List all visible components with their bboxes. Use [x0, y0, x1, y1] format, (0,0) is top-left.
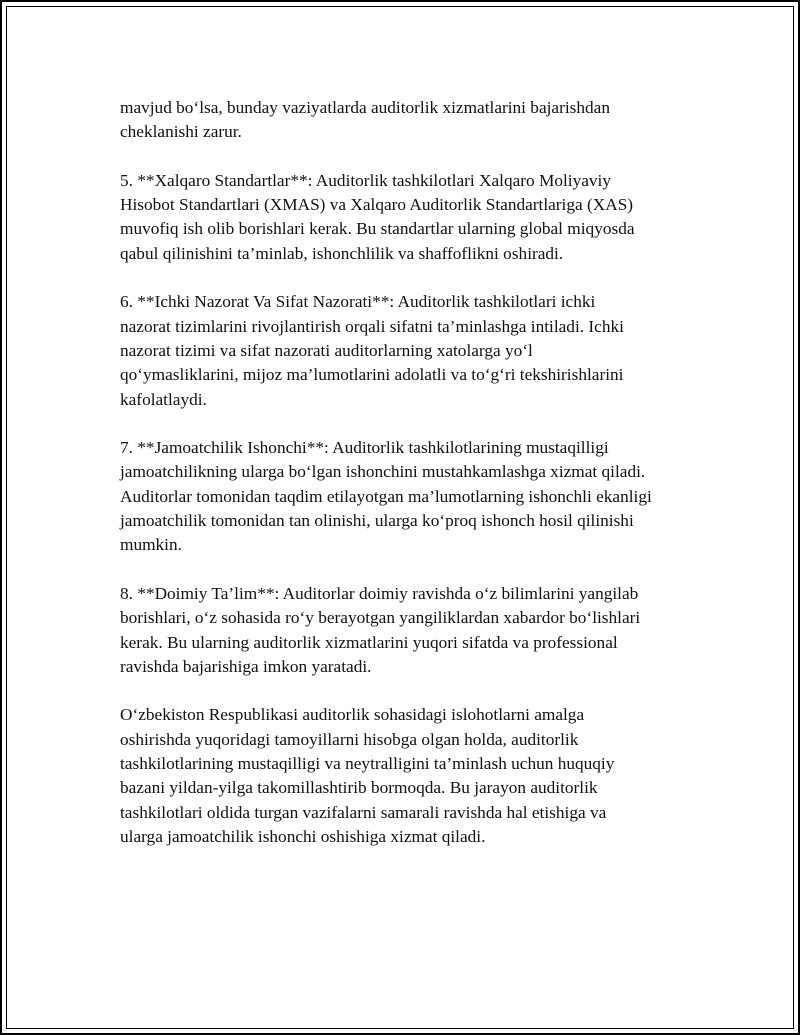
paragraph-conclusion: O‘zbekiston Respublikasi auditorlik sohasidagi islohotlarni amalga oshirishda yuqoridagi tamoyillarni hisobga olgan holda, auditorlik tashkilotlarining mustaqilligi va neytralligini ta’minlash uchun huquqiy bazani yildan-yilga takomillashtirib bormoqda. Bu jarayon auditorlik tashkilotlari oldida turgan vazifalarni samarali ravishda hal etishiga va ularga jamoatchilik ishonchi oshishiga xizmat qiladi.: [120, 705, 615, 846]
document-body: [120, 96, 700, 874]
paragraph-continuous-education: 8. **Doimiy Ta’lim**: Auditorlar doimiy ravishda o‘z bilimlarini yangilab borishlari, o‘z sohasida ro‘y berayotgan yangiliklardan xabardor bo‘lishlari kerak. Bu ularning auditorlik xizmatlarini yuqori sifatda va professional ravishda bajarishiga imkon yaratadi.: [120, 583, 641, 676]
paragraph-public-trust: 7. **Jamoatchilik Ishonchi**: Auditorlik tashkilotlarining mustaqilligi jamoatchilikning ularga bo‘lgan ishonchini mustahkamlashga xizmat qiladi. Auditorlar tomonidan taqdim etilayotgan ma’lumotlarning ishonchli ekanligi jamoatchilik tomonidan tan olinishi, ularga ko‘proq ishonch hosil qilinishi mumkin.: [120, 438, 652, 555]
paragraph-internal-control: 6. **Ichki Nazorat Va Sifat Nazorati**: Auditorlik tashkilotlari ichki nazorat tizimlarini rivojlantirish orqali sifatni ta’minlashga intiladi. Ichki nazorat tizimi va sifat nazorati auditorlarning xatolarga yo‘l qo‘ymasliklarini, mijoz ma’lumotlarini adolatli va to‘g‘ri tekshirishlarini kafolatlaydi.: [120, 292, 624, 409]
paragraph-international-standards: 5. **Xalqaro Standartlar**: Auditorlik tashkilotlari Xalqaro Moliyaviy Hisobot Standartlari (XMAS) va Xalqaro Auditorlik Standartlariga (XAS) muvofiq ish olib borishlari kerak. Bu standartlar ularning global miqyosda qabul qilinishini ta’minlab, ishonchlilik va shaffoflikni oshiradi.: [120, 170, 635, 263]
paragraph-continuation: mavjud bo‘lsa, bunday vaziyatlarda auditorlik xizmatlarini bajarishdan cheklanishi zarur.: [120, 98, 610, 142]
